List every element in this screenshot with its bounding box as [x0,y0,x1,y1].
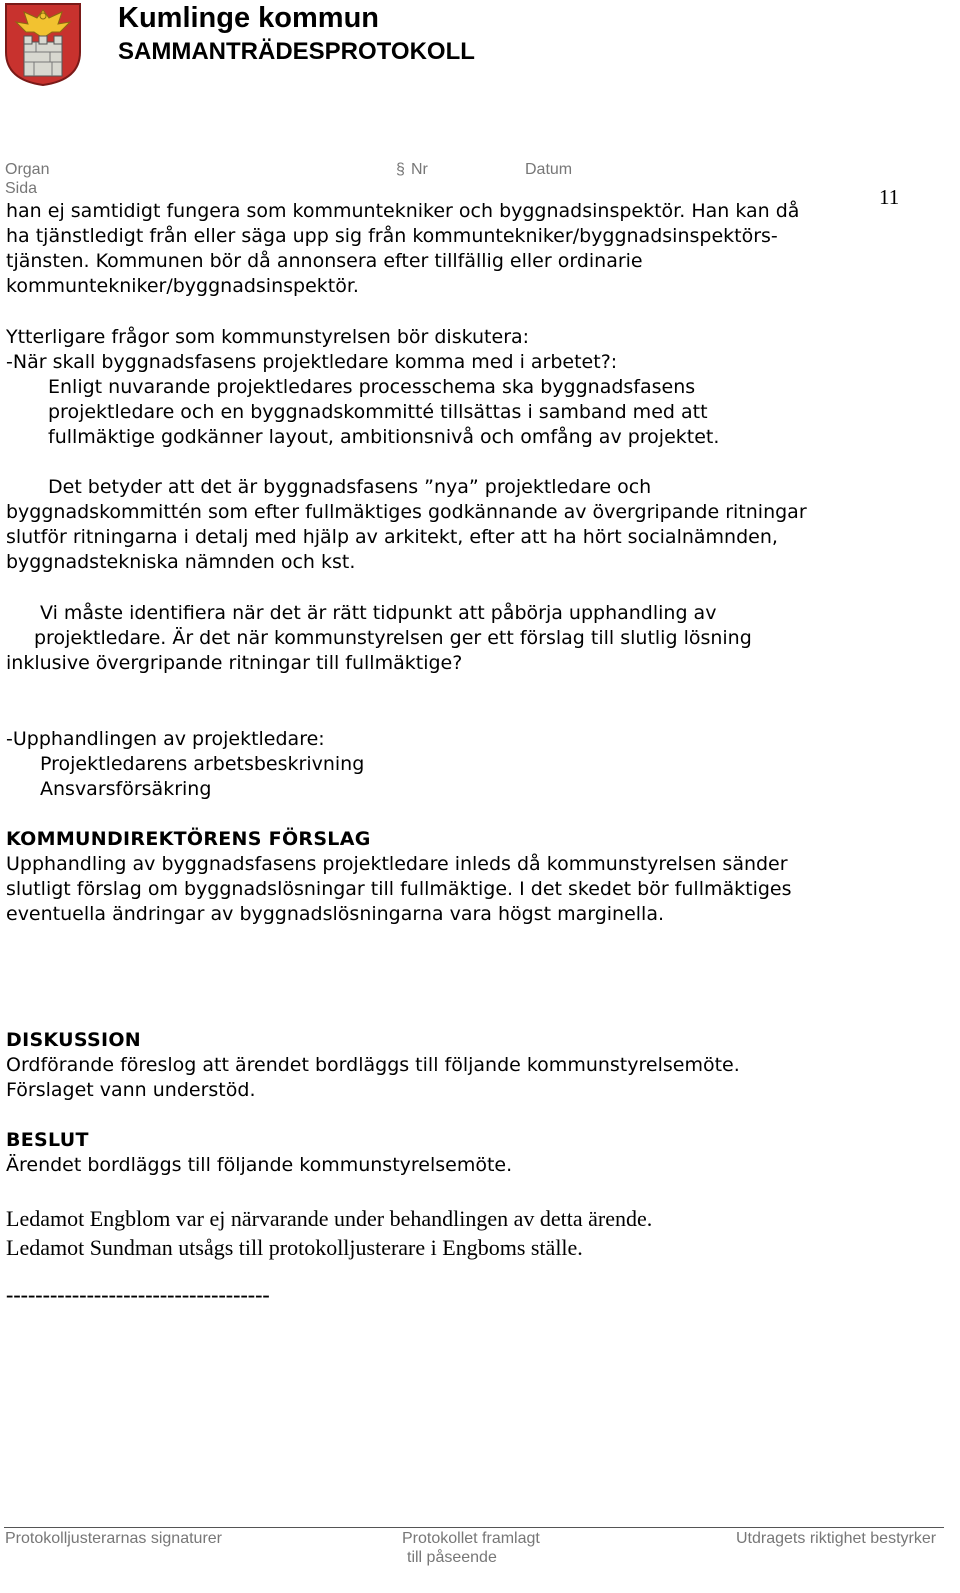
identify-paragraph [6,601,906,676]
decision-heading: BESLUT [6,1129,89,1151]
list-item: Projektledarens arbetsbeskrivning [40,753,365,775]
text-line: Ordförande föreslog att ärendet bordläggs till följande kommunstyrelsemöte. [6,1054,740,1076]
decision-text: Ärendet bordläggs till följande kommunstyrelsemöte. [6,1154,513,1176]
text-line: fullmäktige godkänner layout, ambitionsnivå och omfång av projektet. [48,426,720,448]
footer-posted-line2: till påseende [407,1549,497,1566]
doc-type: SAMMANTRÄDESPROTOKOLL [118,38,475,65]
text-line: Det betyder att det är byggnadsfasens ”nya” projektledare och [48,476,652,498]
text-line: eventuella ändringar av byggnadslösningarna vara högst marginella. [6,903,665,925]
text-line: Ledamot Engblom var ej närvarande under behandlingen av detta ärende. [6,1206,653,1231]
list-item: Ansvarsförsäkring [40,778,212,800]
discussion-heading: DISKUSSION [6,1029,141,1051]
section-symbol: § [396,161,405,178]
text-line: inklusive övergripande ritningar till fullmäktige? [6,652,463,674]
decision-section [6,1128,906,1178]
discussion-section [6,1028,906,1103]
text-line: -När skall byggnadsfasens projektledare komma med i arbetet?: [6,351,618,373]
text-line: Upphandling av byggnadsfasens projektledare inleds då kommunstyrelsen sänder [6,853,788,875]
text-line: projektledare. Är det när kommunstyrelsen ger ett förslag till slutlig lösning [34,627,752,649]
sida-label: Sida [5,180,38,197]
proposal-section [6,827,906,927]
footer-divider [4,1527,944,1528]
nr-label: Nr [411,161,428,178]
text-line: -Upphandlingen av projektledare: [6,728,325,750]
means-paragraph [6,475,906,575]
intro-paragraph [6,199,906,299]
text-line: slutligt förslag om byggnadslösningar till fullmäktige. I det skedet bör fullmäktiges [6,878,792,900]
text-line: han ej samtidigt fungera som kommuntekniker och byggnadsinspektör. Han kan då [6,200,800,222]
notes-paragraph [6,1204,906,1262]
footer-certified: Utdragets riktighet bestyrker [736,1530,937,1547]
footer-signatures: Protokolljusterarnas signaturer [5,1530,222,1547]
proposal-heading: KOMMUNDIREKTÖRENS FÖRSLAG [6,828,371,850]
text-line: byggnadstekniska nämnden och kst. [6,551,356,573]
procurement-list [6,727,906,802]
text-line: kommuntekniker/byggnadsinspektör. [6,275,359,297]
separator-line: ------------------------------------ [6,1282,270,1307]
coat-of-arms-icon [4,2,82,86]
org-name: Kumlinge kommun [118,2,380,34]
text-line: byggnadskommittén som efter fullmäktiges godkännande av övergripande ritningar [6,501,807,523]
footer-posted-line1: Protokollet framlagt [402,1530,540,1547]
datum-label: Datum [525,161,573,178]
text-line: Enligt nuvarande projektledares processchema ska byggnadsfasens [48,376,696,398]
text-line: Förslaget vann understöd. [6,1079,256,1101]
questions-paragraph [6,325,906,375]
text-line: ha tjänstledigt från eller säga upp sig från kommuntekniker/byggnadsinspektörs- [6,225,778,247]
organ-label: Organ [5,161,50,178]
text-line: Vi måste identifiera när det är rätt tidpunkt att påbörja upphandling av [40,602,717,624]
text-line: projektledare och en byggnadskommitté tillsättas i samband med att [48,401,708,423]
text-line: slutför ritningarna i detalj med hjälp av arkitekt, efter att ha hört socialnämnden, [6,526,778,548]
page-number: 11 [879,185,900,209]
process-paragraph [48,375,948,450]
text-line: Ytterligare frågor som kommunstyrelsen bör diskutera: [6,326,530,348]
text-line: tjänsten. Kommunen bör då annonsera efter tillfällig eller ordinarie [6,250,643,272]
text-line: Ledamot Sundman utsågs till protokolljusterare i Engboms ställe. [6,1235,583,1260]
